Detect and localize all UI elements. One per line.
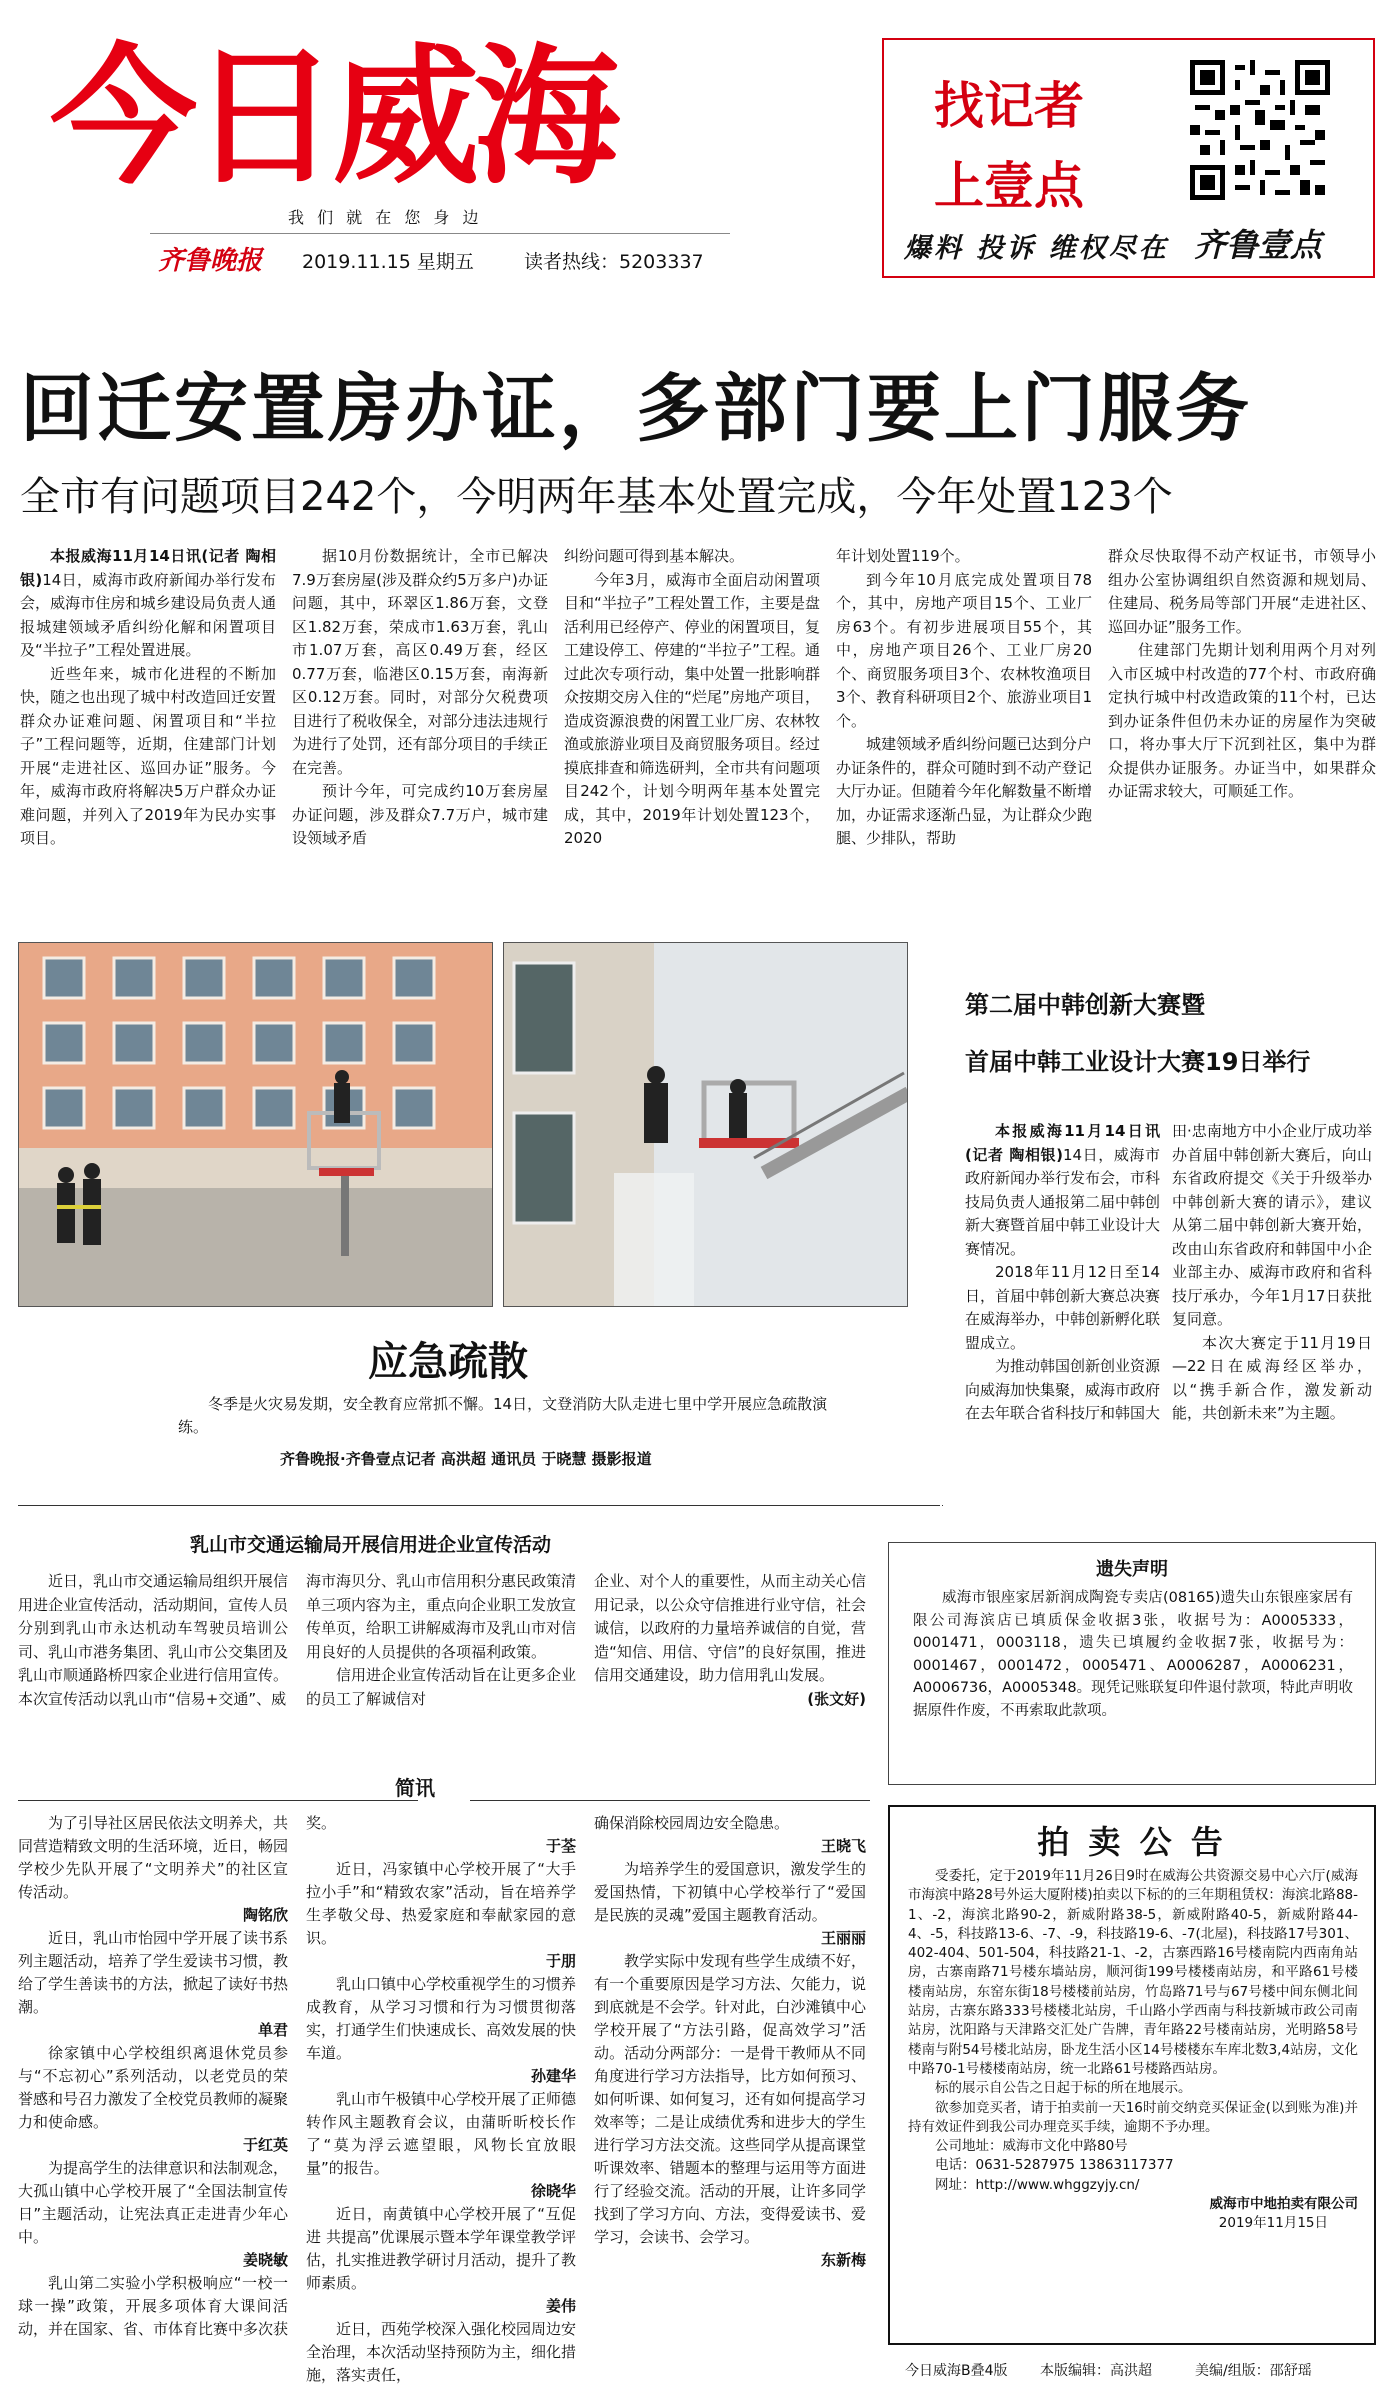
brief-author: 孙建华 (530, 2067, 576, 2085)
credit-column-2: 海市海贝分、乳山市信用积分惠民政策清单三项内容为主，重点向企业职工发放宣传单页，给职工讲解威海市及乳山市对信用良好的人员提供的各项福利政策。 信用进企业宣传活动旨在让更多企业的员工了解诚信对 (306, 1572, 576, 1708)
brief-item: 为培养学生的爱国意识，激发学生的爱国热情，下初镇中心学校举行了“爱国是民族的灵魂”爱国主题教育活动。 (594, 1860, 866, 1924)
brief-item: 近日，乳山市怡园中学开展了读书系列主题活动，培养了学生爱读书习惯，教给了学生善读书的方法，掀起了读好书热潮。 (18, 1929, 288, 2016)
brief-item: 乳山口镇中心学校重视学生的习惯养成教育，从学习习惯和行为习惯贯彻落实，打通学生们快速成长、高效发展的快车道。 (306, 1975, 576, 2062)
brief-author: 于红英 (242, 2136, 288, 2154)
photo-school-building (18, 942, 493, 1307)
photo-story-title: 应急疏散 (368, 1339, 528, 1385)
lead-column-2: 据10月份数据统计，全市已解决7.9万套房屋(涉及群众约5万多户)办证问题，其中，环翠区1.86万套，文登区1.82万套，荣成市1.63万套，乳山市1.07万套，高区0.49万套，经区0.77万套，临港区0.15万套，南海新区0.12万套。同时，对部分欠税费项目进行了税收保全，对部分违法违规行为进行了处罚，还有部分项目的手续正在完善。 预计今年，可完成约10万套房屋办证问题，涉及群众7.7万户，城市建设领域矛盾 (292, 547, 548, 847)
slogan: 我 们 就 在 您 身 边 (288, 208, 483, 227)
kr-title-line2: 首届中韩工业设计大赛19日举行 (965, 1048, 1311, 1076)
brief-title: 简讯 (395, 1776, 435, 1800)
photo-story-credit: 齐鲁晚报·齐鲁壹点记者 高洪超 通讯员 于晓慧 摄影报道 (280, 1450, 652, 1468)
credit-column-1: 近日，乳山市交通运输局组织开展信用进企业宣传活动，活动期间，宣传人员分别到乳山市永达机动车驾驶员培训公司、乳山市港务集团、乳山市公交集团及乳山市顺通路桥四家企业进行信用宣传。本次宣传活动以乳山市“信易+交通”、威 (18, 1572, 288, 1708)
brief-item: 为提高学生的法律意识和法制观念，大孤山镇中心学校开展了“全国法制宣传日”主题活动，让宪法真正走进青少年心中。 (18, 2159, 288, 2246)
promo-box (882, 38, 1375, 278)
promo-line2: 上壹点 (934, 157, 1084, 215)
brief-item: 近日，西苑学校深入强化校园周边安全治理，本次活动坚持预防为主，细化措施，落实责任， (306, 2320, 576, 2384)
photo-aerial-ladder-rescue (503, 942, 908, 1307)
kr-title-line1: 第二届中韩创新大赛暨 (965, 991, 1205, 1019)
brief-column-2 (306, 1812, 576, 2387)
brief-item: 为了引导社区居民依法文明养犬，共同营造精致文明的生活环境，近日，畅园学校少先队开展了“文明养犬”的社区宣传活动。 (18, 1814, 288, 1901)
lead-column-5: 群众尽快取得不动产权证书，市领导小组办公室协调组织自然资源和规划局、住建局、税务局等部门开展“走进社区、巡回办证”服务工作。 住建部门先期计划利用两个月对列入市区城中村改造的77个村、市政府确定执行城中村改造政策的11个村，已达到办证条件但仍未办证的房屋作为突破口，将办事大厅下沉到社区，集中为群众提供办证服务。办证当中，如果群众办证需求较大，可顺延工作。 (1108, 547, 1376, 800)
brief-item: 教学实际中发现有些学生成绩不好，有一个重要原因是学习方法、欠能力，说到底就是不会学。针对此，白沙滩镇中心学校开展了“方法引路，促高效学习”活动。活动分两部分：一是骨干教师从不同角度进行学习方法指导，比方如何预习、如何听课、如何复习，还有如何提高学习效率等；二是让成绩优秀和进步大的学生进行学习方法交流。这些同学从提高课堂听课效率、错题本的整理与运用等方面进行了经验交流。活动的开展，让许多同学找到了学习方向、方法，变得爱读书、爱学习，会读书、会学习。 (594, 1952, 866, 2246)
lost-notice-title: 遗失声明 (1096, 1559, 1168, 1580)
lead-column-4: 年计划处置119个。 到今年10月底完成处置项目78个，其中，房地产项目15个、工业厂房63个。有初步进展项目55个，其中，房地产项目26个、工业厂房20个、商贸服务项目3个、农林牧渔项目3个、教育科研项目2个、旅游业项目1个。 城建领域矛盾纠纷问题已达到分户办证条件的，群众可随时到不动产登记大厅办证。但随着今年化解数量不断增加，办证需求逐渐凸显，为让群众少跑腿、少排队，帮助 (836, 547, 1092, 847)
qr-code (1190, 60, 1330, 200)
masthead-logo: 今日威海 (50, 31, 615, 205)
footer-design: 美编/组版：邵舒瑶 (1195, 2363, 1312, 2379)
brief-author: 东新梅 (820, 2251, 866, 2269)
brief-author: 姜伟 (545, 2297, 576, 2315)
brief-item: 近日，冯家镇中心学校开展了“大手拉小手”和“精致农家”活动，旨在培养学生孝敬父母、热爱家庭和奉献家园的意识。 (306, 1860, 576, 1947)
brief-item: 奖。 (306, 1814, 337, 1832)
brief-column-3 (594, 1812, 866, 2387)
brief-item: 近日，南黄镇中心学校开展了“互促进 共提高”优课展示暨本学年课堂教学评估，扎实推进教学研讨月活动，提升了教师素质。 (306, 2205, 576, 2292)
brief-item: 徐家镇中心学校组织离退休党员参与“不忘初心”系列活动，以老党员的荣誉感和号召力激发了全校党员教师的凝聚力和使命感。 (18, 2044, 288, 2131)
credit-column-3: 企业、对个人的重要性，从而主动关心信用记录，以公众守信推进行业守信，社会诚信，以政府的力量培养诚信的自觉，营造“知信、用信、守信”的良好氛围，推进信用交通建设，助力信用乳山发展。 (张文好) (594, 1572, 866, 1708)
lost-notice-body: 威海市银座家居新润成陶瓷专卖店(08165)遗失山东银座家居有限公司海滨店已填质保金收据3张，收据号为：A0005333，0001471，0003118，遗失已填履约金收据7张，收据号为：0001467，0001472，0005471、A0006287，A0006231，A0006736，A0005348。现凭记账联复印件退付款项，特此声明收据原件作废，不再索取此款项。 (913, 1590, 1353, 1719)
footer-editor: 本版编辑：高洪超 (1040, 2363, 1152, 2379)
kr-column-1: 本报威海11月14日讯(记者 陶相银)14日，威海市政府新闻办举行发布会，市科技局负责人通报第二届中韩创新大赛暨首届中韩工业设计大赛情况。 2018年11月12日至14日，首届中韩创新大赛总决赛在威海举办，中韩创新孵化联盟成立。 为推动韩国创新创业资源向威海加快集聚，威海市政府在去年联合省科技厅和韩国大 (965, 1122, 1160, 1422)
auction-notice-box (888, 1805, 1376, 2345)
brief-author: 于朋 (545, 1952, 576, 1970)
brief-item: 乳山市午极镇中心学校开展了正师德转作风主题教育会议，由蒲昕昕校长作了“莫为浮云遮望眼，风物长宜放眼量”的报告。 (306, 2090, 576, 2177)
sub-headline: 全市有问题项目242个，今明两年基本处置完成，今年处置123个 (20, 474, 1173, 520)
main-headline: 回迁安置房办证，多部门要上门服务 (20, 366, 1252, 452)
issue-date: 2019.11.15 星期五 (302, 251, 474, 273)
brief-author: 陶铭欣 (242, 1906, 288, 1924)
paper-name: 齐鲁晚报 (158, 246, 263, 276)
kr-column-2: 田·忠南地方中小企业厅成功举办首届中韩创新大赛后，向山东省政府提交《关于升级举办中韩创新大赛的请示》，建议从第二届中韩创新大赛开始，改由山东省政府和韩国中小企业部主办、威海市政府和省科技厅承办，今年1月17日获批复同意。 本次大赛定于11月19日—22日在威海经区举办，以“携手新合作，激发新动能，共创新未来”为主题。 (1172, 1122, 1372, 1422)
brief-author: 于荃 (545, 1837, 576, 1855)
lead-column-3: 纠纷问题可得到基本解决。 今年3月，威海市全面启动闲置项目和“半拉子”工程处置工作，主要是盘活利用已经停产、停业的闲置项目，复工建设停工、停建的“半拉子”工程。通过此次专项行动，集中处置一批影响群众按期交房入住的“烂尾”房地产项目，造成资源浪费的闲置工业厂房、农林牧渔或旅游业项目及商贸服务项目。经过摸底排查和筛选研判，全市共有问题项目242个，计划今明两年基本处置完成，其中，2019年计划处置123个，2020 (564, 547, 820, 847)
brief-author: 姜晓敏 (242, 2251, 288, 2269)
auction-body: 受委托，定于2019年11月26日9时在威海公共资源交易中心六厅(威海市海滨中路28号外运大厦附楼)拍卖以下标的的三年期租赁权：海滨北路88-1、-2，海滨北路90-2，新威附路38-5，新威附路40-5，新威附路44-4、-5，科技路13-6、-7、-9，科技路19-6、-7(北屋)，科技路17号301、402-404、501-504，科技路21-1、-2，古寨西路16号楼南院内西南角站房，古寨南路71号楼东墙站房，顺河街199号楼楼南站房，和平路61号楼楼南站房，东窑东街18号楼楼前站房，竹岛路71号与67号楼中间东侧北间站房，古寨东路333号楼楼北站房，千山路小学西南与科技新城市政公司南站房，沈阳路与天津路交汇处广告牌，青年路22号楼南站房，光明路58号楼南与附54号楼北站房，卧龙生活小区14号楼楼东车库北数3,4站房，文化中路70-1号楼楼南站房，统一北路61号楼路西站房。 标的展示自公告之日起于标的所在地展示。 欲参加竞买者，请于拍卖前一天16时前交纳竞买保证金(以到账为准)并持有效证件到我公司办理竞买手续，逾期不予办理。 公司地址：威海市文化中路80号 电话：0631-5287975 13863117377 网址：http://www.whggzyjy.cn/ 威海市中地拍卖有限公司 2019年11月15日 (908, 1868, 1358, 2232)
brief-author: 单君 (257, 2021, 288, 2039)
brief-author: 王晓飞 (820, 1837, 866, 1855)
reader-hotline: 读者热线：5203337 (524, 251, 704, 273)
brief-column-1 (18, 1812, 288, 2387)
promo-line1: 找记者 (934, 77, 1084, 135)
brief-author: 王丽丽 (820, 1929, 866, 1947)
brief-item: 乳山第二实验小学积极响应“一校一球一操”政策，开展多项体育大课间活动，并在国家、省、市体育比赛中多次获 (18, 2274, 288, 2338)
lost-notice-box (888, 1542, 1376, 1785)
promo-tagline: 爆料 投诉 维权尽在 (904, 233, 1169, 264)
credit-title: 乳山市交通运输局开展信用进企业宣传活动 (190, 1534, 552, 1556)
auction-title: 拍 卖 公 告 (1037, 1823, 1227, 1861)
lead-column-1: 本报威海11月14日讯(记者 陶相银)14日，威海市政府新闻办举行发布会，威海市住房和城乡建设局负责人通报城建领域矛盾纠纷化解和闲置项目及“半拉子”工程处置进展。 近些年来，城市化进程的不断加快，随之也出现了城中村改造回迁安置群众办证难问题、闲置项目和“半拉子”工程问题等，近期，住建部门计划开展“走进社区、巡回办证”服务。今年，威海市政府将解决5万户群众办证难问题，并列入了2019年为民办实事项目。 (20, 547, 276, 847)
footer-edition: 今日威海B叠4版 (905, 2363, 1008, 2379)
promo-brand: 齐鲁壹点 (1194, 226, 1323, 264)
photo-story-caption: 冬季是火灾易发期，安全教育应常抓不懈。14日，文登消防大队走进七里中学开展应急疏散演练。 (178, 1395, 828, 1436)
brief-item: 确保消除校园周边安全隐患。 (594, 1814, 790, 1832)
brief-author: 徐晓华 (530, 2182, 576, 2200)
